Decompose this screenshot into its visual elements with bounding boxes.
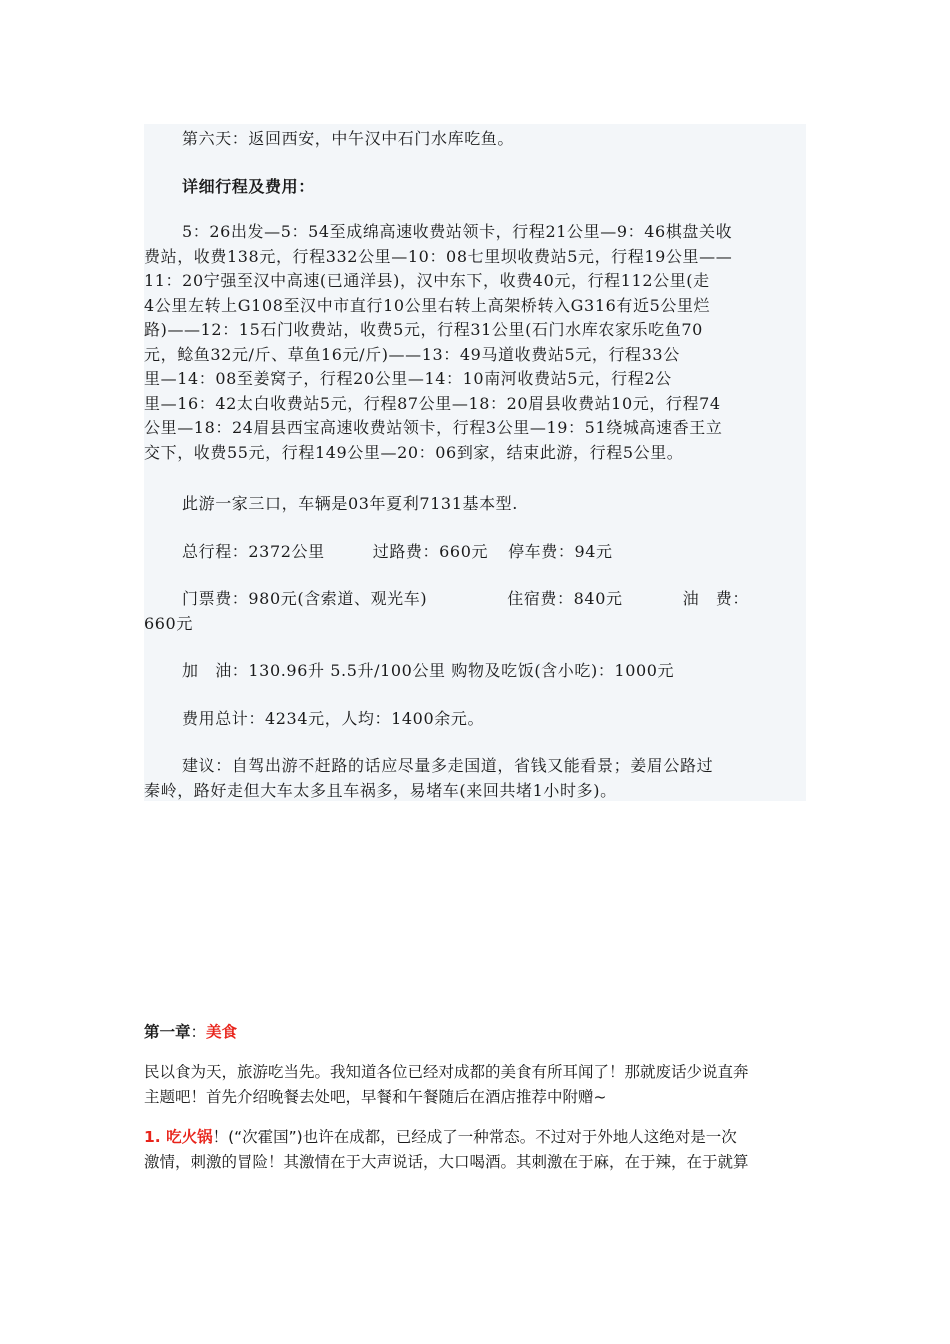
intro-line: 主题吧！首先介绍晚餐去处吧，早餐和午餐随后在酒店推荐中附赠~: [144, 1088, 607, 1106]
intro-paragraph: [144, 1060, 749, 1110]
refuel-text: 加 油：130.96升 5.5升/100公里: [182, 661, 446, 680]
total-distance: 总行程：2372公里: [182, 542, 325, 561]
route-line: 4公里左转上G108至汉中市直行10公里右转上高架桥转入G316有近5公里烂: [144, 295, 711, 315]
tickets-lodging-fuel: [144, 587, 749, 636]
tickets-cost: 门票费：980元(含索道、观光车): [182, 589, 428, 608]
advice-paragraph: [144, 754, 713, 803]
route-line: 路)——12：15石门收费站，收费5元，行程31公里(石门水库农家乐吃鱼70: [144, 320, 703, 339]
fuel-value: 660元: [144, 613, 193, 633]
lodging-cost: 住宿费：840元: [507, 589, 623, 608]
route-line: 元，鲶鱼32元/斤、草鱼16元/斤)——13：49马道收费站5元，行程33公: [144, 344, 680, 364]
day6-text: 第六天：返回西安，中午汉中石门水库吃鱼。: [182, 129, 515, 148]
chapter-title: 美食: [206, 1023, 238, 1041]
shopping-cost: 购物及吃饭(含小吃)：1000元: [451, 661, 675, 680]
chapter-heading: [144, 1020, 237, 1042]
detail-heading: 详细行程及费用：: [182, 177, 315, 196]
advice-line: 建议：自驾出游不赶路的话应尽量多走国道，省钱又能看景；姜眉公路过: [182, 756, 714, 775]
intro-line: 民以食为天，旅游吃当先。我知道各位已经对成都的美食有所耳闻了！那就废话少说直奔: [144, 1063, 749, 1081]
parking-cost: 停车费：94元: [508, 542, 613, 561]
total-cost: 费用总计：4234元，人均：1400余元。: [182, 709, 485, 728]
family-car-text: 此游一家三口，车辆是03年夏利7131基本型.: [182, 494, 518, 513]
hotpot-heading: 1. 吃火锅: [144, 1128, 213, 1146]
route-line: 5：26出发—5：54至成绵高速收费站领卡，行程21公里—9：46棋盘关收: [182, 222, 733, 241]
fuel-label: 油 费：: [682, 589, 749, 608]
hotpot-text: ！(“次霍国”)也许在成都，已经成了一种常态。不过对于外地人这绝对是一次: [212, 1128, 737, 1146]
route-line: 里—16：42太白收费站5元，行程87公里—18：20眉县收费站10元，行程74: [144, 393, 721, 413]
chapter-prefix: 第一章: [144, 1023, 191, 1041]
distance-cost-row: [182, 540, 613, 565]
refuel-shopping-row: [182, 659, 674, 684]
chapter-colon: ：: [190, 1023, 207, 1041]
route-line: 交下，收费55元，行程149公里—20：06到家，结束此游，行程5公里。: [144, 442, 684, 462]
toll-cost: 过路费：660元: [372, 542, 489, 561]
route-line: 里—14：08至姜窝子，行程20公里—14：10南河收费站5元，行程2公: [144, 369, 672, 388]
advice-line: 秦岭，路好走但大车太多且车祸多，易堵车(来回共堵1小时多)。: [144, 780, 617, 800]
route-line: 费站，收费138元，行程332公里—10：08七里坝收费站5元，行程19公里——: [144, 246, 733, 266]
route-line: 公里—18：24眉县西宝高速收费站领卡，行程3公里—19：51绕城高速香王立: [144, 418, 723, 437]
route-line: 11：20宁强至汉中高速(已通洋县)，汉中东下，收费40元，行程112公里(走: [144, 271, 710, 290]
hotpot-line: 激情，刺激的冒险！其激情在于大声说话，大口喝酒。其刺激在于麻，在于辣，在于就算: [144, 1153, 749, 1171]
route-paragraph: [144, 220, 732, 465]
itinerary-box: [144, 124, 806, 801]
hotpot-paragraph: [144, 1125, 749, 1175]
